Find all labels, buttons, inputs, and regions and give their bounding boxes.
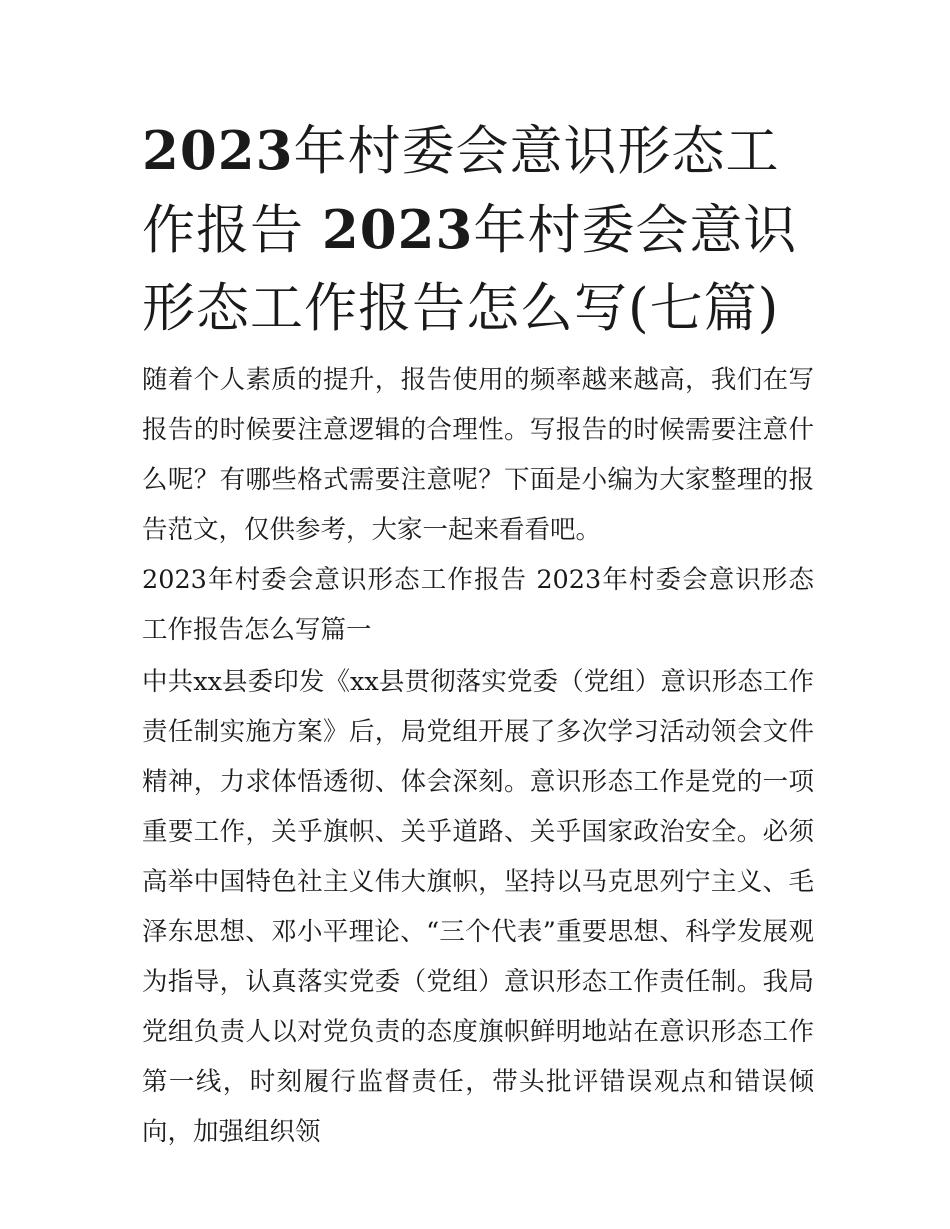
- document-title: [142, 112, 822, 348]
- intro-paragraph: 随着个人素质的提升，报告使用的频率越来越高，我们在写报告的时候要注意逻辑的合理性。写报告的时候需要注意什么呢？有哪些格式需要注意呢？下面是小编为大家整理的报告范文，仅供参考，大家一起来看看吧。: [142, 365, 814, 545]
- body-paragraph: 中共xx县委印发《xx县贯彻落实党委（党组）意识形态工作责任制实施方案》后，局党组开展了多次学习活动领会文件精神，力求体悟透彻、体会深刻。意识形态工作是党的一项重要工作，关乎旗帜、关乎道路、关乎国家政治安全。必须高举中国特色社主义伟大旗帜，坚持以马克思列宁主义、毛泽东思想、邓小平理论、“三个代表”重要思想、科学发展观为指导，认真落实党委（党组）意识形态工作责任制。我局党组负责人以对党负责的态度旗帜鲜明地站在意识形态工作第一线，时刻履行监督责任，带头批评错误观点和错误倾向，加强组织领: [142, 667, 814, 1147]
- title-segment-1: 年村委会意识形态工作报告: [142, 121, 780, 261]
- title-year-1: 2023: [142, 120, 294, 182]
- title-year-2: 2023: [321, 199, 474, 261]
- title-segment-2: 年村委会意识形态工作报告怎么写(七篇): [142, 200, 798, 339]
- section-heading: 2023年村委会意识形态工作报告 2023年村委会意识形态工作报告怎么写篇一: [142, 565, 814, 645]
